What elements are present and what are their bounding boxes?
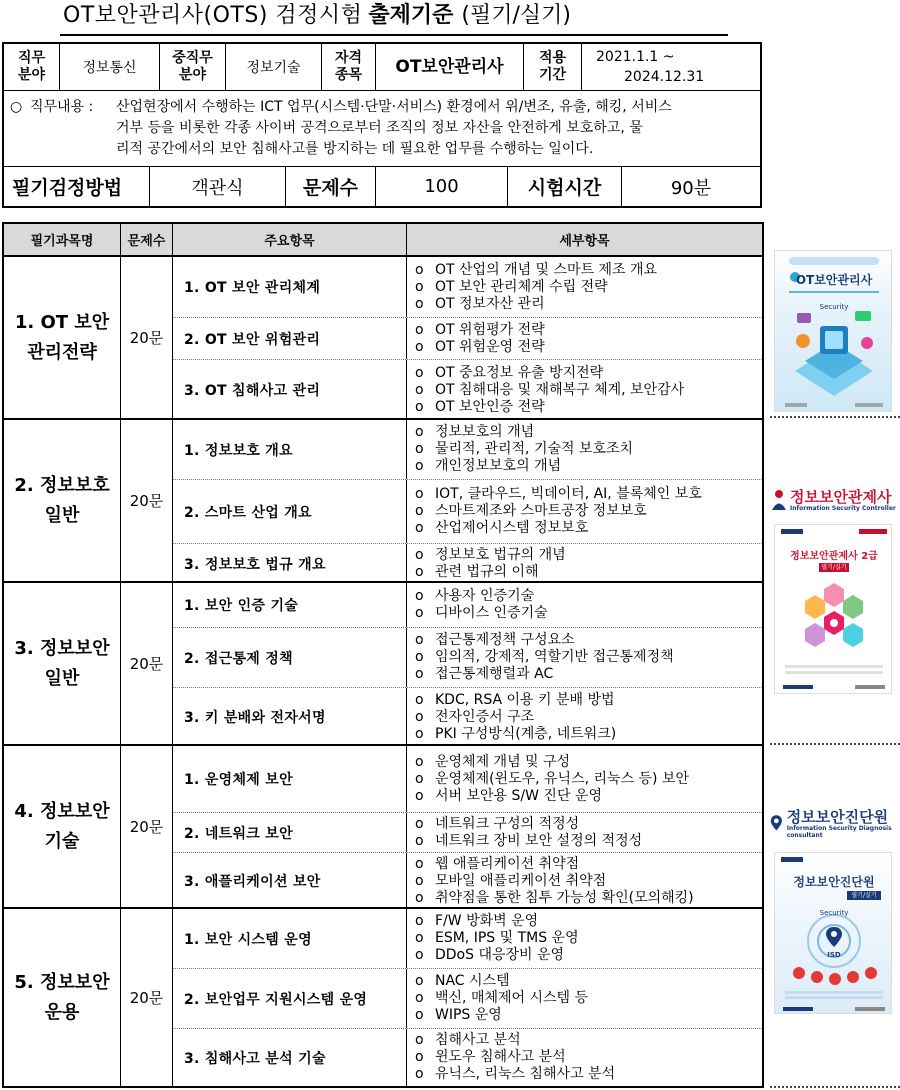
- detail-item: [415, 1007, 762, 1024]
- main-item-title: 3. 키 분배와 전자서명: [173, 688, 407, 746]
- duty-label: 직무내용 :: [30, 99, 94, 115]
- bullet-icon: o: [415, 872, 424, 889]
- brand-isd-sub: Information Security Diagnosis consultant: [786, 825, 892, 839]
- bullet-icon: o: [415, 973, 424, 989]
- bullet-icon: o: [415, 666, 424, 682]
- detail-text: 침해사고 분석: [435, 1032, 521, 1048]
- detail-text: 모바일 애플리케이션 취약점: [435, 872, 607, 889]
- divider-2: [770, 743, 900, 745]
- book-cover-isd-tag: 필기/실기: [847, 891, 881, 900]
- qcount-value: 100: [376, 167, 508, 206]
- detail-list: [407, 480, 762, 543]
- subject-question-count: 20문: [121, 746, 173, 907]
- brand-isc-name: 정보보안관제사: [790, 487, 892, 506]
- main-item-row: [173, 853, 762, 909]
- bullet-icon: o: [415, 832, 424, 849]
- detail-item: [415, 947, 762, 964]
- detail-item: [415, 547, 762, 564]
- detail-item: [415, 1066, 762, 1083]
- detail-list: [407, 969, 762, 1028]
- detail-item: [415, 441, 762, 458]
- header-subject: 필기과목명: [4, 224, 121, 255]
- detail-item: [415, 1032, 762, 1049]
- main-item-row: [173, 360, 762, 420]
- bullet-icon: o: [415, 563, 424, 580]
- detail-text: 산업제어시스템 정보보호: [435, 520, 589, 536]
- detail-text: KDC, RSA 이용 키 분배 방법: [435, 691, 615, 708]
- detail-text: 정보보호의 개념: [435, 424, 535, 440]
- book-cover-isc-title: 정보보안관제사 2급: [790, 551, 878, 562]
- detail-item: [415, 632, 762, 649]
- main-item-title: 3. OT 침해사고 관리: [173, 360, 407, 420]
- bullet-icon: o: [415, 546, 424, 563]
- detail-text: 물리적, 관리적, 기술적 보호조치: [435, 441, 634, 457]
- bullet-icon: o: [415, 381, 424, 398]
- main-item-title: 2. 스마트 산업 개요: [173, 480, 407, 543]
- period-value: [582, 44, 760, 90]
- detail-item: [415, 279, 762, 296]
- detail-text: 관련 법규의 이해: [435, 563, 539, 580]
- main-item-row: [173, 969, 762, 1029]
- detail-item: [415, 649, 762, 666]
- detail-list: [407, 688, 762, 746]
- bullet-icon: o: [415, 1049, 424, 1065]
- bullet-icon: o: [415, 398, 424, 415]
- detail-list: [407, 420, 762, 479]
- job-field-value: 정보통신: [60, 44, 160, 90]
- bullet-icon: o: [415, 947, 424, 963]
- detail-text: 윈도우 침해사고 분석: [435, 1049, 566, 1065]
- subject-name: 2. 정보보호 일반: [4, 420, 121, 581]
- detail-item: [415, 913, 762, 930]
- subject-row: [4, 420, 762, 583]
- bullet-icon: o: [415, 520, 424, 536]
- detail-text: 접근통제행렬과 AC: [435, 666, 554, 682]
- bullet-icon: o: [415, 1007, 424, 1023]
- title-suffix: (필기/실기): [461, 3, 572, 28]
- detail-text: 서버 보안용 S/W 진단 운영: [435, 787, 602, 804]
- period-end: 2024.12.31: [624, 69, 705, 85]
- divider-3: [770, 1086, 900, 1088]
- brand-isd-name: 정보보안진단원: [786, 808, 889, 826]
- book-cover-ot-title: OT보안관리사: [795, 273, 873, 287]
- bullet-icon: o: [415, 486, 424, 502]
- detail-item: [415, 382, 762, 399]
- detail-item: [415, 262, 762, 279]
- main-item-row: [173, 318, 762, 360]
- detail-item: [415, 890, 762, 907]
- detail-item: [415, 833, 762, 850]
- subject-question-count: 20문: [121, 909, 173, 1086]
- detail-list: [407, 544, 762, 583]
- detail-item: [415, 322, 762, 339]
- detail-text: OT 보안 관리체계 수립 전략: [435, 278, 608, 295]
- detail-item: [415, 709, 762, 726]
- detail-item: [415, 1049, 762, 1066]
- detail-text: ESM, IPS 및 TMS 운영: [435, 930, 579, 946]
- duty-bullet: ○: [10, 99, 23, 115]
- main-item-row: [173, 688, 762, 746]
- main-item-row: [173, 480, 762, 544]
- duty-line-3: 리적 공간에서의 보안 침해사고를 방지하는 데 필요한 업무를 수행하는 일이다.: [116, 141, 594, 157]
- main-item-title: 2. 네트워크 보안: [173, 813, 407, 852]
- detail-item: [415, 424, 762, 441]
- bullet-icon: o: [415, 503, 424, 519]
- detail-item: [415, 605, 762, 622]
- title-main: OT보안관리사(OTS) 검정시험: [63, 3, 363, 28]
- detail-item: [415, 503, 762, 520]
- detail-item: [415, 726, 762, 743]
- job-field-label: 직무 분야: [4, 44, 60, 90]
- bullet-icon: o: [415, 588, 424, 604]
- bullet-icon: o: [415, 295, 424, 312]
- bullet-icon: o: [415, 605, 424, 621]
- main-item-title: 2. 보안업무 지원시스템 운영: [173, 969, 407, 1028]
- detail-text: OT 위험운영 전략: [435, 338, 545, 355]
- bullet-icon: o: [415, 913, 424, 929]
- bullet-icon: o: [415, 458, 424, 474]
- detail-text: 운영체제 개념 및 구성: [435, 753, 571, 770]
- book-cover-isc-tag: 필기/실기: [819, 563, 849, 572]
- subject-question-count: 20문: [121, 583, 173, 744]
- bullet-icon: o: [415, 278, 424, 295]
- bullet-icon: o: [415, 787, 424, 804]
- detail-item: [415, 666, 762, 683]
- bullet-icon: o: [415, 1032, 424, 1048]
- main-item-title: 2. OT 보안 위험관리: [173, 318, 407, 359]
- detail-text: 전자인증서 구조: [435, 708, 535, 725]
- bullet-icon: o: [415, 855, 424, 872]
- detail-text: 접근통제정책 구성요소: [435, 632, 575, 648]
- info-box: [2, 42, 762, 208]
- detail-text: 운영체제(윈도우, 유닉스, 리눅스 등) 보안: [435, 770, 690, 787]
- detail-item: [415, 365, 762, 382]
- bullet-icon: o: [415, 364, 424, 381]
- book-cover-isd-logo: ISD: [827, 951, 841, 959]
- detail-text: OT 보안인증 전략: [435, 398, 545, 415]
- detail-text: OT 산업의 개념 및 스마트 제조 개요: [435, 261, 658, 278]
- main-item-row: [173, 746, 762, 813]
- detail-list: [407, 813, 762, 852]
- detail-list: [407, 628, 762, 687]
- bullet-icon: o: [415, 261, 424, 278]
- book-cover-isd-title: 정보보안진단원: [793, 875, 875, 889]
- bullet-icon: o: [415, 708, 424, 725]
- bullet-icon: o: [415, 424, 424, 440]
- info-row-job: [4, 44, 760, 91]
- detail-text: 정보보호 법규의 개념: [435, 546, 566, 563]
- subject-name: 5. 정보보안 운용: [4, 909, 121, 1086]
- duty-description: [4, 91, 760, 167]
- detail-text: 개인정보보호의 개념: [435, 458, 562, 474]
- detail-item: [415, 856, 762, 873]
- sub-field-value: 정보기술: [226, 44, 322, 90]
- bullet-icon: o: [415, 930, 424, 946]
- bullet-icon: o: [415, 889, 424, 906]
- detail-text: OT 중요정보 유출 방지전략: [435, 364, 604, 381]
- main-item-row: [173, 628, 762, 688]
- title-bold: 출제기준: [368, 3, 454, 28]
- detail-list: [407, 360, 762, 420]
- subject-row: [4, 746, 762, 909]
- subject-row: [4, 583, 762, 746]
- bullet-icon: o: [415, 1066, 424, 1082]
- detail-item: [415, 754, 762, 771]
- detail-text: 웹 애플리케이션 취약점: [435, 855, 580, 872]
- main-item-title: 1. 정보보호 개요: [173, 420, 407, 479]
- person-icon: [770, 489, 788, 511]
- detail-item: [415, 458, 762, 475]
- detail-text: OT 정보자산 관리: [435, 295, 545, 312]
- detail-list: [407, 257, 762, 317]
- bullet-icon: o: [415, 691, 424, 708]
- bullet-icon: o: [415, 990, 424, 1006]
- detail-item: [415, 873, 762, 890]
- main-item-title: 2. 접근통제 정책: [173, 628, 407, 687]
- main-item-title: 1. 보안 인증 기술: [173, 583, 407, 627]
- detail-item: [415, 788, 762, 805]
- header-count: 문제수: [121, 224, 173, 255]
- detail-text: DDoS 대응장비 운영: [435, 947, 565, 963]
- main-item-row: [173, 1029, 762, 1086]
- book-cover-ot-tag: Security: [819, 303, 849, 311]
- main-item-title: 3. 애플리케이션 보안: [173, 853, 407, 909]
- main-item-title: 1. OT 보안 관리체계: [173, 257, 407, 317]
- book-cover-isd-illustration: [775, 853, 892, 1014]
- period-start: 2021.1.1 ~: [596, 49, 675, 65]
- main-item-title: 3. 정보보호 법규 개요: [173, 544, 407, 583]
- detail-text: 네트워크 구성의 적정성: [435, 815, 580, 832]
- detail-item: [415, 930, 762, 947]
- detail-text: 백신, 매체제어 시스템 등: [435, 990, 589, 1006]
- main-item-row: [173, 544, 762, 583]
- detail-text: OT 위험평가 전략: [435, 321, 545, 338]
- detail-item: [415, 692, 762, 709]
- bullet-icon: o: [415, 632, 424, 648]
- syllabus-table: [2, 222, 764, 1088]
- detail-text: 사용자 인증기술: [435, 588, 535, 604]
- detail-list: [407, 853, 762, 909]
- subject-name: 4. 정보보안 기술: [4, 746, 121, 907]
- subject-question-count: 20문: [121, 420, 173, 581]
- detail-text: 유닉스, 리눅스 침해사고 분석: [435, 1066, 616, 1082]
- detail-text: F/W 방화벽 운영: [435, 913, 539, 929]
- bullet-icon: o: [415, 770, 424, 787]
- main-item-row: [173, 909, 762, 969]
- period-label: 적용 기간: [524, 44, 582, 90]
- detail-list: [407, 1029, 762, 1086]
- subject-row: [4, 909, 762, 1086]
- detail-text: NAC 시스템: [435, 973, 510, 989]
- page-title: [60, 0, 728, 36]
- subject-row: [4, 257, 762, 420]
- main-item-title: 1. 운영체제 보안: [173, 746, 407, 812]
- book-cover-isd: [774, 852, 892, 1014]
- main-item-title: 1. 보안 시스템 운영: [173, 909, 407, 968]
- detail-text: PKI 구성방식(계층, 네트워크): [435, 725, 617, 742]
- detail-text: IOT, 클라우드, 빅데이터, AI, 블록체인 보호: [435, 486, 702, 502]
- brand-isc: [770, 487, 896, 513]
- detail-item: [415, 588, 762, 605]
- book-cover-isd-security: Security: [819, 909, 849, 917]
- detail-item: [415, 973, 762, 990]
- detail-list: [407, 746, 762, 812]
- detail-list: [407, 909, 762, 968]
- bullet-icon: o: [415, 649, 424, 665]
- detail-text: 스마트제조와 스마트공장 정보보호: [435, 503, 647, 519]
- duty-line-2: 거부 등을 비롯한 각종 사이버 공격으로부터 조직의 정보 자산을 안전하게 보호하고, 물: [116, 120, 643, 136]
- detail-list: [407, 318, 762, 359]
- time-value: 90분: [670, 177, 712, 199]
- detail-item: [415, 816, 762, 833]
- detail-item: [415, 520, 762, 537]
- main-item-row: [173, 257, 762, 318]
- divider-1: [770, 416, 900, 418]
- exam-method-row: [4, 167, 760, 206]
- detail-text: OT 침해대응 및 재해복구 체계, 보안감사: [435, 381, 685, 398]
- main-item-title: 3. 침해사고 분석 기술: [173, 1029, 407, 1086]
- detail-item: [415, 486, 762, 503]
- detail-item: [415, 399, 762, 416]
- duty-line-1: 산업현장에서 수행하는 ICT 업무(시스템·단말·서비스) 환경에서 위/변조, 유출, 해킹, 서비스: [116, 99, 672, 115]
- detail-text: 임의적, 강제적, 역할기반 접근통제정책: [435, 649, 674, 665]
- detail-item: [415, 990, 762, 1007]
- sub-field-label: 중직무 분야: [160, 44, 226, 90]
- cert-label: 자격 종목: [322, 44, 376, 90]
- book-cover-isc: [774, 524, 892, 694]
- detail-text: 취약점을 통한 침투 가능성 확인(모의해킹): [435, 889, 694, 906]
- bullet-icon: o: [415, 815, 424, 832]
- detail-item: [415, 771, 762, 788]
- detail-item: [415, 296, 762, 313]
- detail-item: [415, 564, 762, 581]
- bullet-icon: o: [415, 338, 424, 355]
- subject-question-count: 20문: [121, 257, 173, 418]
- detail-item: [415, 339, 762, 356]
- detail-text: WIPS 운영: [435, 1007, 502, 1023]
- bullet-icon: o: [415, 753, 424, 770]
- detail-list: [407, 583, 762, 627]
- header-detail: 세부항목: [559, 234, 610, 249]
- qcount-label: 문제수: [286, 167, 376, 206]
- bullet-icon: o: [415, 441, 424, 457]
- detail-text: 디바이스 인증기술: [435, 605, 548, 621]
- cert-value: OT보안관리사: [376, 44, 524, 90]
- bullet-icon: o: [415, 725, 424, 742]
- main-item-row: [173, 813, 762, 853]
- location-pin-icon: [770, 812, 783, 836]
- method-label: 필기검정방법: [4, 167, 150, 206]
- bullet-icon: o: [415, 321, 424, 338]
- main-item-row: [173, 420, 762, 480]
- main-item-row: [173, 583, 762, 628]
- time-label: 시험시간: [508, 167, 622, 206]
- brand-isc-sub: Information Security Controller: [790, 504, 896, 512]
- book-cover-ot: [774, 250, 892, 412]
- subject-name: 1. OT 보안 관리전략: [4, 257, 121, 418]
- detail-text: 네트워크 장비 보안 설정의 적정성: [435, 832, 643, 849]
- table-header: [4, 224, 762, 257]
- method-value: 객관식: [150, 167, 286, 206]
- brand-isd: [770, 808, 900, 839]
- book-cover-isc-illustration: [775, 525, 892, 694]
- header-main-item: 주요항목: [173, 224, 407, 255]
- subject-name: 3. 정보보안 일반: [4, 583, 121, 744]
